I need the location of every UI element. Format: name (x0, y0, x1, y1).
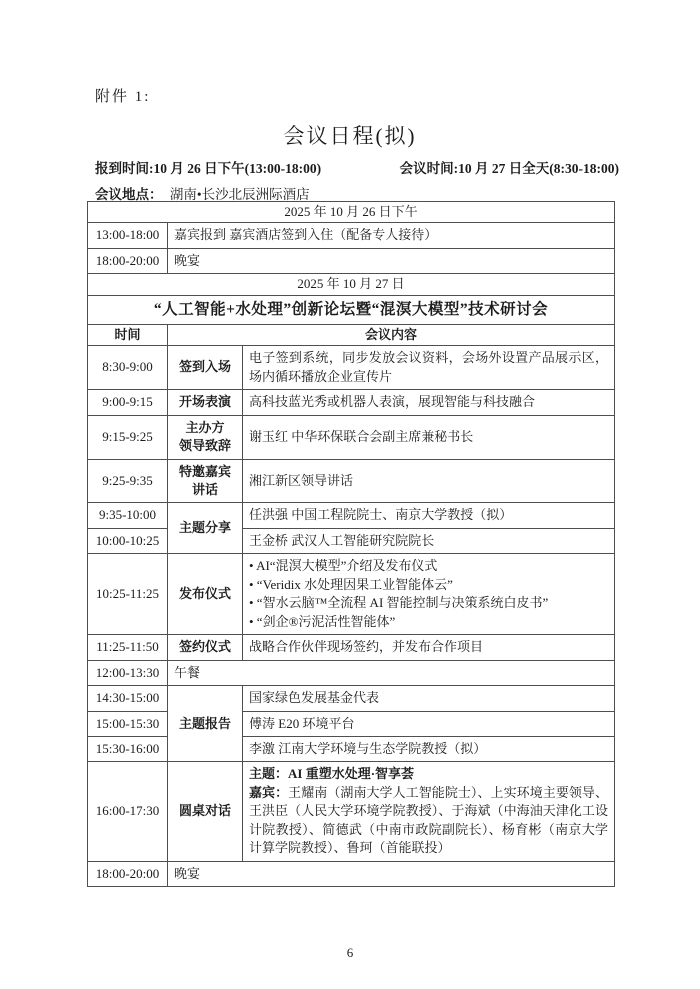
content-cell: 国家绿色发展基金代表 (243, 686, 615, 711)
time-cell: 16:00-17:30 (88, 762, 168, 861)
content-cell: 高科技蓝光秀或机器人表演，展现智能与科技融合 (243, 390, 615, 415)
session-cell: 主题报告 (168, 686, 243, 762)
day1-date-row (88, 202, 615, 223)
session-cell: 开场表演 (168, 390, 243, 415)
location-label: 会议地点： (95, 187, 163, 202)
table-row (88, 503, 615, 528)
table-row (88, 736, 615, 761)
forum-title-row (88, 295, 615, 324)
time-cell: 10:00-10:25 (88, 528, 168, 553)
session-cell: 签约仪式 (168, 635, 243, 660)
table-row (88, 660, 615, 685)
day2-date-header: 2025 年 10 月 27 日 (88, 274, 615, 295)
table-row (88, 554, 615, 635)
content-cell: 战略合作伙伴现场签约，并发布合作项目 (243, 635, 615, 660)
topic-label: 主题： (249, 766, 289, 782)
content-cell: 晚宴 (168, 248, 615, 273)
content-cell (243, 554, 615, 635)
time-cell: 18:00-20:00 (88, 248, 168, 273)
time-cell: 11:25-11:50 (88, 635, 168, 660)
content-cell: 电子签到系统，同步发放会议资料，会场外设置产品展示区，场内循环播放企业宣传片 (243, 346, 615, 390)
checkin-time-text: 报到时间:10 月 26 日下午(13:00-18:00) (95, 161, 322, 176)
session-cell: 圆桌对话 (168, 762, 243, 861)
time-column-header: 时间 (88, 324, 168, 345)
session-label-line2: 讲话 (191, 481, 218, 497)
bullet-item: • “智水云脑™全流程 AI 智能控制与决策系统白皮书” (249, 595, 549, 611)
content-cell: 嘉宾报到 嘉宾酒店签到入住（配备专人接待） (168, 223, 615, 248)
session-label-line1: 特邀嘉宾 (178, 463, 231, 479)
time-cell: 9:15-9:25 (88, 415, 168, 459)
content-cell: 午餐 (168, 660, 615, 685)
table-row (88, 528, 615, 553)
guests-text: 王耀南（湖南大学人工智能院士）、上实环境主要领导、王洪臣（人民大学环境学院教授）、于海斌（中海油天津化工设计院教授）、简德武（中南市政院副院长）、杨育彬（南京大学计算学院教授）、鲁珂（首能联投） (249, 784, 608, 856)
content-cell (243, 762, 615, 861)
bullet-item: • “Veridix 水处理因果工业智能体云” (249, 576, 453, 592)
content-cell: 晚宴 (168, 861, 615, 886)
content-cell: 王金桥 武汉人工智能研究院院长 (243, 528, 615, 553)
forum-title: “人工智能+水处理”创新论坛暨“混溟大模型”技术研讨会 (88, 295, 615, 324)
content-column-header: 会议内容 (168, 324, 615, 345)
content-cell: 谢玉红 中华环保联合会副主席兼秘书长 (243, 415, 615, 459)
table-row (88, 248, 615, 273)
session-cell: 签到入场 (168, 346, 243, 390)
time-cell: 9:00-9:15 (88, 390, 168, 415)
table-row (88, 686, 615, 711)
day1-date-header: 2025 年 10 月 26 日下午 (88, 202, 615, 223)
time-cell: 9:25-9:35 (88, 459, 168, 503)
bullet-item: • “剑企®污泥活性智能体” (249, 613, 396, 629)
roundtable-guests-line (249, 784, 608, 858)
page-title: 会议日程(拟) (283, 124, 417, 148)
table-row (88, 459, 615, 503)
day2-date-row (88, 274, 615, 295)
meeting-location (95, 183, 310, 203)
table-row (88, 390, 615, 415)
table-row (88, 223, 615, 248)
session-cell (168, 415, 243, 459)
time-cell: 18:00-20:00 (88, 861, 168, 886)
time-cell: 8:30-9:00 (88, 346, 168, 390)
meeting-meta (95, 157, 619, 177)
guests-label: 嘉宾： (249, 784, 289, 800)
session-label-line1: 主办方 (185, 419, 225, 435)
time-cell: 10:25-11:25 (88, 554, 168, 635)
content-cell: 李激 江南大学环境与生态学院教授（拟） (243, 736, 615, 761)
table-row (88, 635, 615, 660)
content-cell: 傅涛 E20 环境平台 (243, 711, 615, 736)
attachment-label: 附件 1: (95, 89, 151, 105)
time-cell: 15:30-16:00 (88, 736, 168, 761)
time-cell: 9:35-10:00 (88, 503, 168, 528)
meeting-time-text: 会议时间:10 月 27 日全天(8:30-18:00) (399, 161, 619, 176)
session-label-line2: 领导致辞 (178, 438, 231, 454)
roundtable-topic-line (249, 765, 608, 783)
topic-text: AI 重塑水处理·智享荟 (288, 766, 415, 782)
session-cell: 主题分享 (168, 503, 243, 554)
column-header-row (88, 324, 615, 345)
session-cell: 发布仪式 (168, 554, 243, 635)
table-row (88, 346, 615, 390)
bullet-item: • AI“混溟大模型”介绍及发布仪式 (249, 558, 438, 574)
schedule-table (87, 201, 615, 887)
table-row (88, 415, 615, 459)
table-row (88, 711, 615, 736)
page-number: 6 (346, 945, 354, 960)
location-value: 湖南•长沙北辰洲际酒店 (169, 187, 310, 202)
content-cell: 任洪强 中国工程院院士、南京大学教授（拟） (243, 503, 615, 528)
time-cell: 13:00-18:00 (88, 223, 168, 248)
session-cell (168, 459, 243, 503)
time-cell: 14:30-15:00 (88, 686, 168, 711)
table-row (88, 861, 615, 886)
time-cell: 15:00-15:30 (88, 711, 168, 736)
table-row (88, 762, 615, 861)
content-cell: 湘江新区领导讲话 (243, 459, 615, 503)
time-cell: 12:00-13:30 (88, 660, 168, 685)
